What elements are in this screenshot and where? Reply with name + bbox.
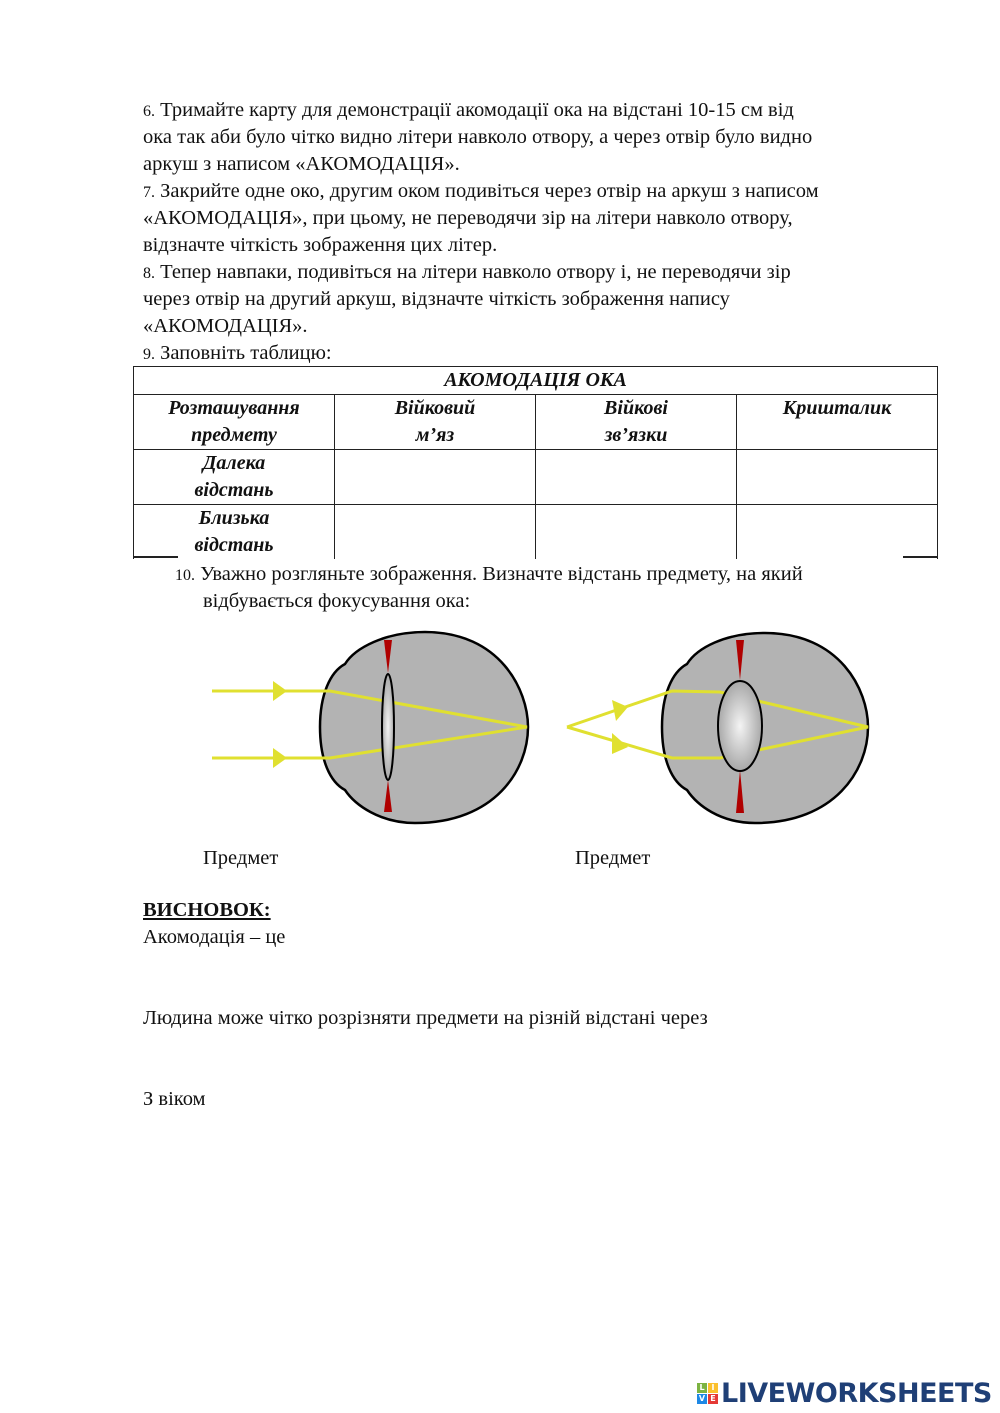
text-line: Тримайте карту для демонстрації акомодації ока на відстані 10-15 см від <box>160 99 794 121</box>
text-line: «АКОМОДАЦІЯ». <box>143 315 308 337</box>
object-label-left: Предмет <box>203 847 279 869</box>
eye-near-focus <box>567 633 868 823</box>
logo-text: LIVEWORKSHEETS <box>721 1378 992 1409</box>
header-line: Війкові <box>604 397 668 419</box>
text-line: Уважно розгляньте зображення. Визначте відстань предмету, на який <box>200 563 803 585</box>
logo-tile: L <box>697 1383 707 1393</box>
header-line: зв’язки <box>604 424 668 446</box>
liveworksheets-logo <box>697 1378 992 1409</box>
conclusion-line: З віком <box>143 1088 206 1110</box>
text-line: Тепер навпаки, подивіться на літери навколо отвору і, не переводячи зір <box>160 261 791 283</box>
text-line: Заповніть таблицю: <box>160 342 332 364</box>
item-number: 10. <box>175 567 195 584</box>
logo-tile: V <box>698 1394 706 1403</box>
logo-tile: E <box>708 1394 718 1404</box>
table-title: АКОМОДАЦІЯ ОКА <box>134 367 938 395</box>
label-line: Близька <box>198 507 270 529</box>
thick-lens <box>718 681 762 771</box>
conclusion-line: Людина може чітко розрізняти предмети на різній відстані через <box>143 1007 708 1029</box>
header-line: Війковий <box>394 397 476 419</box>
object-label-right: Предмет <box>575 847 651 869</box>
text-line: відзначте чіткість зображення цих літер. <box>143 234 498 256</box>
text-line: відбувається фокусування ока: <box>203 590 471 612</box>
text-line: Закрийте одне око, другим оком подивіться через отвір на аркуш з написом <box>160 180 819 202</box>
eye-far-focus <box>212 632 528 823</box>
conclusion-line: Акомодація – це <box>143 926 286 948</box>
header-line: Розташування <box>168 397 300 419</box>
header-line: предмету <box>191 424 277 446</box>
arrow-icon <box>273 748 287 768</box>
arrow-icon <box>612 700 628 721</box>
label-line: Далека <box>202 452 266 474</box>
text-line: ока так аби було чітко видно літери навколо отвору, а через отвір було видно <box>143 126 813 148</box>
logo-tiles-icon <box>697 1383 718 1404</box>
header-line: Кришталик <box>782 397 892 419</box>
arrow-icon <box>273 681 287 701</box>
header-line: м’яз <box>415 424 455 446</box>
text-line: «АКОМОДАЦІЯ», при цьому, не переводячи зір на літери навколо отвору, <box>143 207 793 229</box>
logo-tile: I <box>708 1383 718 1393</box>
text-line: через отвір на другий аркуш, відзначте чіткість зображення напису <box>143 288 730 310</box>
item-number: 7. <box>143 184 155 201</box>
item-number: 9. <box>143 346 155 363</box>
item-number: 8. <box>143 265 155 282</box>
thin-lens <box>382 674 394 780</box>
label-line: відстань <box>194 479 274 501</box>
item-number: 6. <box>143 103 155 120</box>
label-line: відстань <box>194 534 274 556</box>
text-line: аркуш з написом «АКОМОДАЦІЯ». <box>143 153 460 175</box>
conclusion-heading: ВИСНОВОК: <box>143 899 271 921</box>
